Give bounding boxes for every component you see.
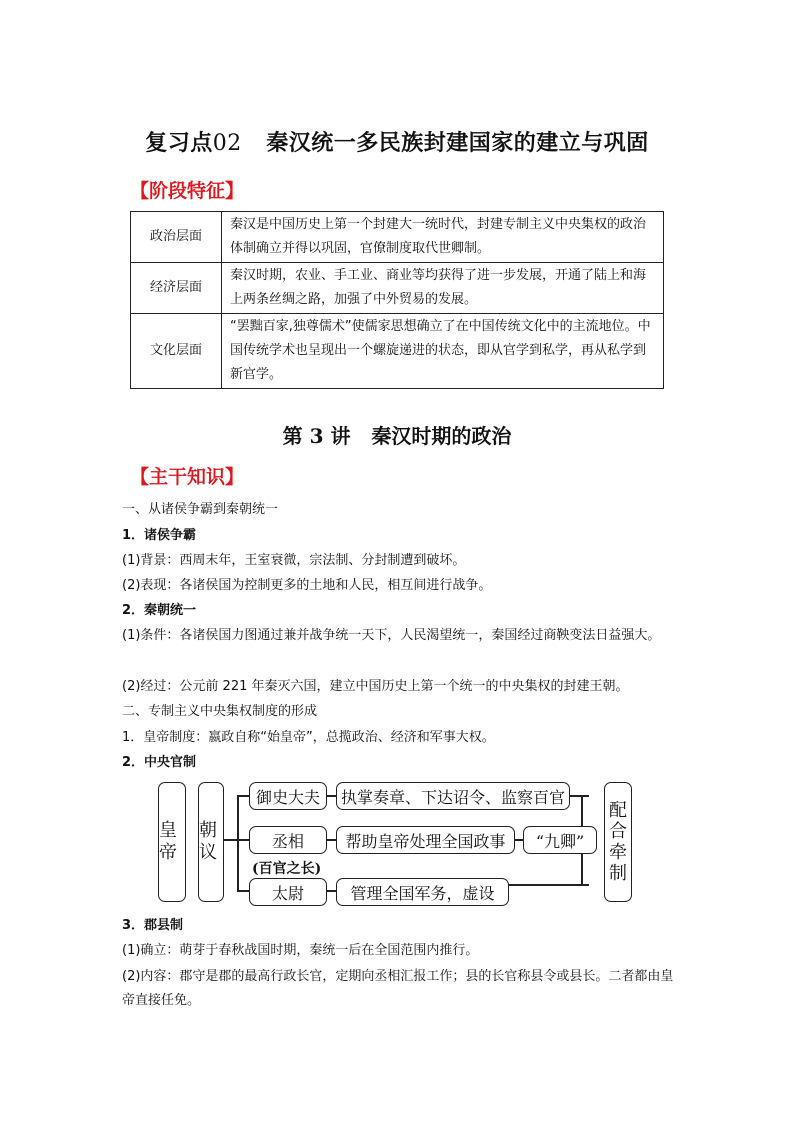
- content-cell: 秦汉时期，农业、手工业、商业等均获得了进一步发展，开通了陆上和海上两条丝绸之路，加强了中外贸易的发展。: [222, 263, 664, 314]
- content-cell: 秦汉是中国历史上第一个封建大一统时代，封建专制主义中央集权的政治体制确立并得以巩固，官僚制度取代世卿制。: [222, 212, 664, 263]
- p2-title: 2．秦朝统一: [122, 603, 197, 618]
- main-knowledge-heading: 【主干知识】: [130, 466, 245, 488]
- lesson-title: 第 3 讲 秦汉时期的政治: [282, 424, 512, 448]
- county-establishment: (1)确立：萌芽于春秋战国时期，秦统一后在全国范围内推行。: [122, 943, 479, 958]
- censor-duty-box: 执掌奏章、下达诏令、监察百官: [336, 782, 570, 810]
- stage-features-heading: 【阶段特征】: [130, 180, 245, 202]
- emperor-system: 1．皇帝制度：嬴政自称“始皇帝”，总揽政治、经济和军事大权。: [122, 730, 495, 745]
- part2-heading: 二、专制主义中央集权制度的形成: [122, 704, 318, 719]
- commandant-duty-box: 管理全国军务，虚设: [336, 878, 509, 906]
- p1-title: 1．诸侯争霸: [122, 528, 197, 543]
- p1-performance: (2)表现：各诸侯国为控制更多的土地和人民，相互间进行战争。: [122, 578, 492, 593]
- county-title: 3．郡县制: [122, 918, 184, 933]
- chancellor-duty-box: 帮助皇帝处理全国政事: [336, 826, 515, 854]
- table-row: [131, 212, 664, 263]
- central-officials-title: 2．中央官制: [122, 755, 197, 770]
- table-row: [131, 314, 664, 389]
- p1-background: (1)背景：西周末年，王室衰微，宗法制、分封制遭到破坏。: [122, 553, 466, 568]
- aspect-cell: 文化层面: [131, 314, 222, 389]
- official-censor-box: 御史大夫: [249, 782, 327, 810]
- official-chancellor-box: 丞相: [249, 826, 327, 854]
- emperor-box: 皇帝: [158, 782, 186, 902]
- stage-features-table: [130, 211, 664, 389]
- aspect-cell: 经济层面: [131, 263, 222, 314]
- chancellor-note: (百官之长): [252, 861, 322, 877]
- aspect-cell: 政治层面: [131, 212, 222, 263]
- court-discussion-box: 朝议: [198, 782, 224, 902]
- page-title: 复习点02 秦汉统一多民族封建国家的建立与巩固: [145, 130, 649, 156]
- county-content: (2)内容：郡守是郡的最高行政长官，定期向丞相汇报工作；县的长官称县令或县长。二者都由皇帝直接任免。: [122, 969, 674, 1008]
- p2-process: (2)经过：公元前 221 年秦灭六国，建立中国历史上第一个统一的中央集权的封建王朝。: [122, 679, 629, 694]
- table-row: [131, 263, 664, 314]
- content-cell: “罢黜百家,独尊儒术”使儒家思想确立了在中国传统文化中的主流地位。中国传统学术也呈现出一个螺旋递进的状态，即从官学到私学，再从私学到新官学。: [222, 314, 664, 389]
- part1-heading: 一、从诸侯争霸到秦朝统一: [122, 502, 279, 517]
- nine-ministers-box: “九卿”: [523, 826, 597, 854]
- central-officials-diagram: [158, 778, 634, 906]
- coordination-box: 配合牵制: [604, 782, 632, 902]
- official-commandant-box: 太尉: [249, 878, 327, 906]
- p2-conditions: (1)条件：各诸侯国力图通过兼并战争统一天下，人民渴望统一，秦国经过商鞅变法日益强大。: [122, 628, 661, 643]
